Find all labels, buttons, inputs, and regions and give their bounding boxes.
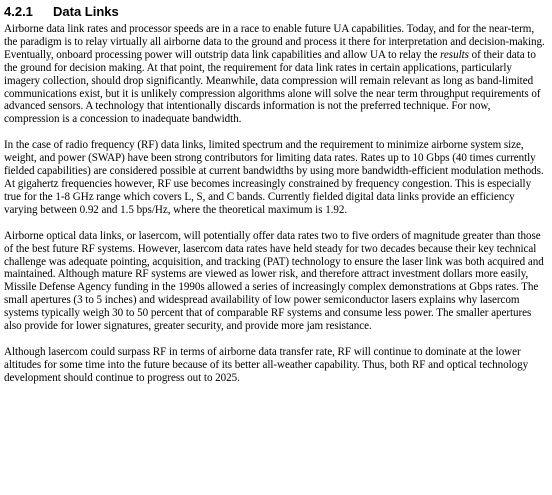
- paragraph-1-part-b: of their data to the ground for decision making. At that point, the requirement for data link rates in certain applications, particularly imagery collection, should drop significantly. Meanwhile, data compression will remain relevant as long as band-limited communications exist, but it is unlikely compression algorithms alone will solve the near term throughput requirements of advanced sensors. A technology that intentionally discards information is not the preferred technique. For now, compression is a concession to inadequate bandwidth.: [4, 48, 541, 126]
- paragraph-processing-vs-datalink: [4, 23, 546, 126]
- paragraph-rf-vs-lasercom-outlook: Although lasercom could surpass RF in terms of airborne data transfer rate, RF will continue to dominate at the lower altitudes for some time into the future because of its better all-weather capability. Thus, both RF and optical technology development should continue to progress out to 2025.: [4, 345, 529, 384]
- paragraph-optical-lasercom: Airborne optical data links, or lasercom, will potentially offer data rates two to five orders of magnitude greater than those of the best future RF systems. However, lasercom data rates have held steady for two decades because their key technical challenge was adequate pointing, acquisition, and tracking (PAT) technology to ensure the laser link was both acquired and maintained. Although mature RF systems are viewed as lower risk, and therefore attract investment dollars more easily, Missile Defense Agency funding in the 1990s allowed a series of increasingly complex demonstrations at Gbps rates. The small apertures (3 to 5 inches) and widespread availability of low power semiconductor lasers explains why lasercom systems typically weigh 30 to 50 percent that of comparable RF systems and consume less power. The smaller apertures also provide for lower signatures, greater security, and provide more jam resistance.: [4, 229, 544, 333]
- section-title: Data Links: [53, 4, 119, 19]
- paragraph-rf-data-links: In the case of radio frequency (RF) data links, limited spectrum and the requirement to minimize airborne system size, weight, and power (SWAP) have been strong contributors for limiting data rates. Rates up to 10 Gbps (40 times currently fielded capabilities) are considered possible at current bandwidths by using more bandwidth-efficient modulation methods. At gigahertz frequencies however, RF use becomes increasingly constrained by frequency congestion. This is especially true for the 1-8 GHz range which covers L, S, and C bands. Currently fielded digital data links provide an efficiency varying between 0.92 and 1.5 bps/Hz, where the theoretical maximum is 1.92.: [4, 139, 544, 216]
- emphasis-results: results: [440, 48, 469, 61]
- document-page: [4, 4, 546, 398]
- section-heading: [4, 4, 546, 20]
- section-number: 4.2.1: [4, 4, 33, 19]
- paragraph-1-part-a: Airborne data link rates and processor speeds are in a race to enable future UA capabilities. Today, and for the near-term, the paradigm is to relay virtually all airborne data to the ground and process it there for interpretation and decision-making. Eventually, onboard processing power will outstrip data link capabilities and allow UA to relay the: [4, 23, 545, 61]
